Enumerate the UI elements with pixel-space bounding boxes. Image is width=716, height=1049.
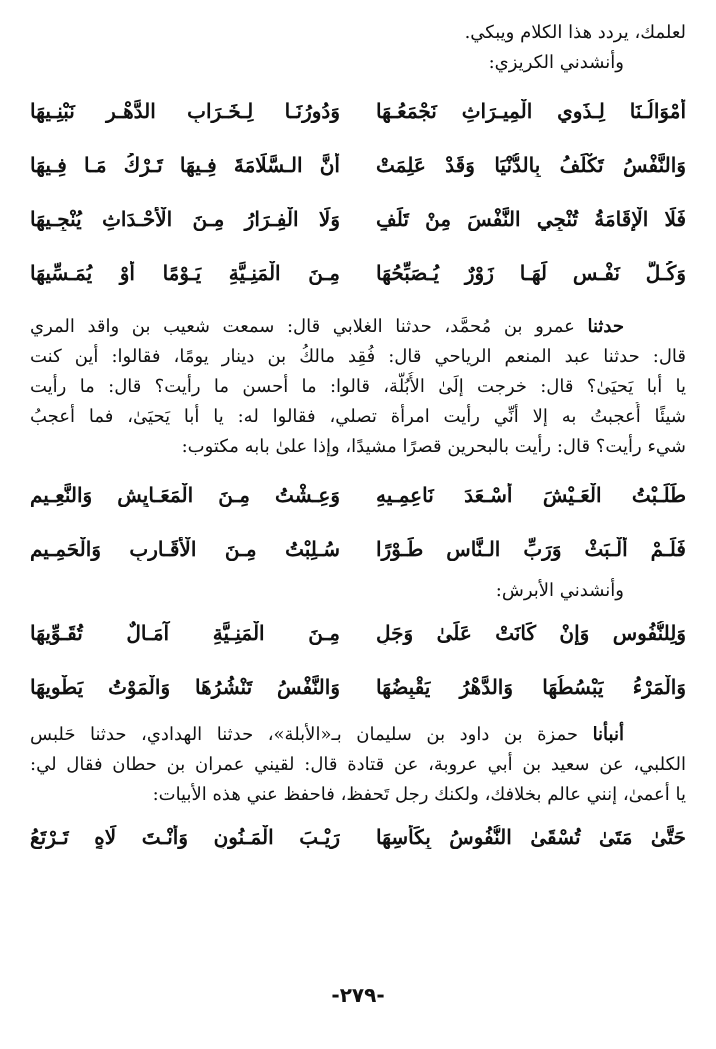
poem-1	[30, 84, 686, 300]
intro-line-2: وأنشدني الكريزي:	[488, 52, 624, 73]
verse-hemistich-second: وَلَا الْفِـرَارُ مِـنَ الْأَحْـدَاثِ يُنْجِـيهَا	[30, 207, 340, 231]
paragraph-line: الكلبي، عن سعيد بن أبي عروبة، عن قتادة قال: لقيني عمران بن حطان فقال لي:	[30, 754, 686, 775]
paragraph-line: يا أعمىٰ، إنني عالم بخلافك، ولكنك رجل تَحفظ، فاحفظ عني هذه الأبيات:	[152, 784, 686, 805]
paragraph-1	[30, 312, 686, 462]
verse-1-4	[30, 246, 686, 300]
paragraph-line: شيء رأيت؟ قال: رأيت بالبحرين قصرًا مشيدًا، وإذا علىٰ بابه مكتوب:	[181, 436, 686, 457]
verse-1-1	[30, 84, 686, 138]
paragraph-line: أنبأنا حمزة بن داود بن سليمان بـ«الأبلة»، حدثنا الهدادي، حدثنا حَلبس	[30, 724, 624, 745]
verse-2-2	[30, 522, 686, 576]
verse-hemistich-second: سُـلِبْتُ مِـنَ الْأَقَـارِبِ وَالْحَمِـيمِ	[30, 537, 340, 561]
paragraph-line: قال: حدثنا عبد المنعم الرياحي قال: فُقِد مالكُ بن دينار يومًا، فقالوا: أين كنت	[30, 346, 686, 367]
verse-hemistich-second: مِـنَ الْمَنِـيَّةِ يَـوْمًا أَوْ يُمَـسِّيهَا	[30, 261, 340, 285]
verse-hemistich-first: طَلَـبْتُ الْعَـيْشَ أَسْـعَدَ نَاعِمِـيهِ	[376, 483, 686, 507]
paragraph-line: حدثنا عمرو بن مُحمَّد، حدثنا الغلابي قال: سمعت شعيب بن واقد المري	[30, 316, 624, 337]
poem-4	[30, 810, 686, 864]
verse-hemistich-second: رَيْـبَ الْمَـنُونِ وَأَنْـتَ لَاهٍ تَـرْتَعُ	[30, 825, 340, 849]
paragraph-2	[30, 720, 686, 810]
verse-hemistich-first: وَالنَّفْسُ تَكْلَفُ بِالدُّنْيَا وَقَدْ عَلِمَتْ	[376, 153, 686, 177]
verse-1-2	[30, 138, 686, 192]
paragraph-lead-word: أنبأنا	[592, 724, 624, 745]
intro-line-3: وأنشدني الأبرش:	[495, 580, 624, 601]
verse-hemistich-first: فَلَا الْإِقَامَةُ تُنْجِي النَّفْسَ مِنْ تَلَفٍ	[376, 207, 686, 231]
verse-hemistich-second: مِـنَ الْمَنِـيَّةِ آمَـالٌ تُقَـوِّيهَا	[30, 621, 340, 645]
paragraph-line: يا أبا يَحيَىٰ؟ قال: خرجت إلَىٰ الأُبُلَّة، قالوا: ما أحسن ما رأيت؟ قال: ما رأيت	[30, 376, 686, 397]
verse-1-3	[30, 192, 686, 246]
verse-hemistich-first: حَتَّىٰ مَتَىٰ تُسْقَىٰ النُّفُوسُ بِكَأْسِهَا	[376, 825, 686, 849]
verse-hemistich-first: وَلِلنُّفُوسِ وَإِنْ كَانَتْ عَلَىٰ وَجَلٍ	[376, 621, 686, 645]
verse-hemistich-second: وَدُورُنَـا لِـخَـرَابِ الدَّهْـرِ نَبْنِـيهَا	[30, 99, 340, 123]
verse-3-1	[30, 606, 686, 660]
poem-2	[30, 468, 686, 576]
paragraph-lead-word: حدثنا	[587, 316, 624, 337]
verse-hemistich-second: وَعِـشْتُ مِـنَ الْمَعَـايِشِ وَالنَّعِـيمِ	[30, 483, 340, 507]
verse-3-2	[30, 660, 686, 714]
page-number: -٢٧٩-	[331, 983, 385, 1007]
verse-2-1	[30, 468, 686, 522]
verse-hemistich-second: وَالنَّفْسُ تَنْشُرُهَا وَالْمَوْتُ يَطْوِيهَا	[30, 675, 340, 699]
paragraph-line: شيئًا أُعجبتُ به إلا أنِّي رأيت امرأة تصلي، فقالوا له: يا أبا يَحيَىٰ، فما أعجبُ	[30, 406, 686, 427]
poem-3	[30, 606, 686, 714]
verse-hemistich-first: وَالْمَرْءُ يَبْسُطُهَا وَالدَّهْرُ يَقْبِضُهَا	[376, 675, 686, 699]
verse-hemistich-first: وَكُـلُّ نَفْـسٍ لَهَـا زَوْرٌ يُـصَبِّحُهَا	[376, 261, 686, 285]
verse-hemistich-second: أَنَّ الـسَّلَامَةَ فِـيهَا تَـرْكُ مَـا فِـيهَا	[30, 153, 340, 177]
intro-line-1: لعلمك، يردد هذا الكلام ويبكي.	[464, 22, 686, 43]
verse-4-1	[30, 810, 686, 864]
page-content	[30, 18, 686, 864]
verse-hemistich-first: فَلَـمْ أَلْـبَثْ وَرَبِّ الـنَّاسِ طَـوْرًا	[376, 537, 686, 561]
verse-hemistich-first: أَمْوَالُـنَا لِـذَوِي الْمِيـرَاثِ نَجْمَعُـهَا	[376, 99, 686, 123]
